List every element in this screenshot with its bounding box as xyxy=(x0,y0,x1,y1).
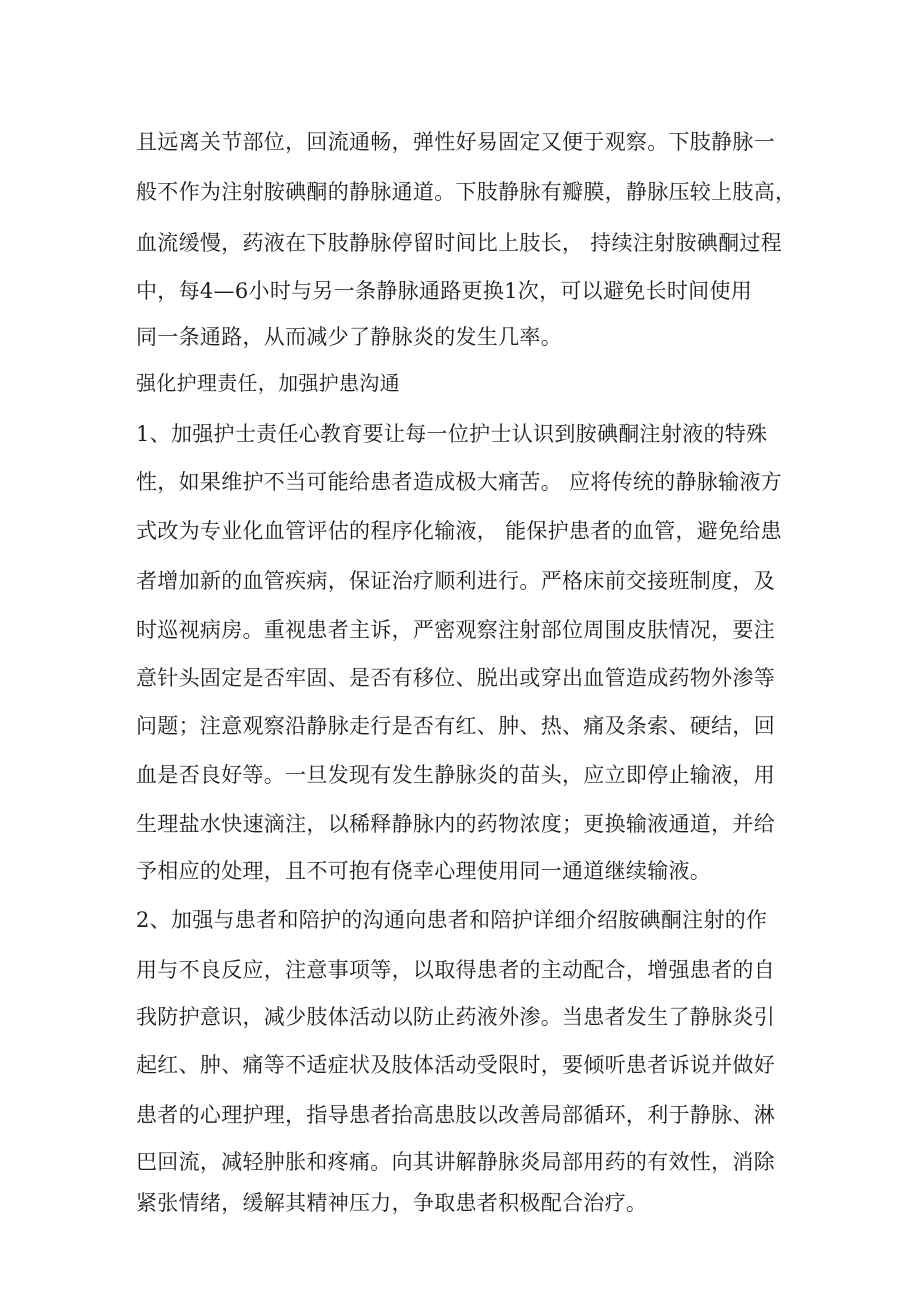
para2-line-8: 血是否良好等。一旦发现有发生静脉炎的苗头，应立即停止输液，用 xyxy=(136,763,775,787)
para2-line-6: 意针头固定是否牢固、是否有移位、脱出或穿出血管造成药物外渗等 xyxy=(136,666,775,690)
para1-line-5: 同一条通路，从而减少了静脉炎的发生几率。 xyxy=(136,325,562,349)
para3-line-5: 患者的心理护理，指导患者抬高患肢以改善局部循环，利于静脉、淋 xyxy=(136,1103,775,1127)
para1-line-2: 般不作为注射胺碘酮的静脉通道。下肢静脉有瓣膜，静脉压较上肢高， xyxy=(136,180,797,204)
para3-line-2: 用与不良反应，注意事项等，以取得患者的主动配合，增强患者的自 xyxy=(136,958,775,982)
para2-line-4: 者增加新的血管疾病，保证治疗顺利进行。严格床前交接班制度，及 xyxy=(136,569,775,593)
para3-line-3: 我防护意识，减少肢体活动以防止药液外渗。当患者发生了静脉炎引 xyxy=(136,1005,775,1029)
para1-line-1: 且远离关节部位，回流通畅，弹性好易固定又便于观察。下肢静脉一 xyxy=(136,130,775,154)
para2-line-2: 性，如果维护不当可能给患者造成极大痛苦。 应将传统的静脉输液方 xyxy=(136,470,782,494)
para2-line-1: 1、加强护士责任心教育要让每一位护士认识到胺碘酮注射液的特殊 xyxy=(136,422,768,446)
para3-line-6: 巴回流，减轻肿胀和疼痛。向其讲解静脉炎局部用药的有效性，消除 xyxy=(136,1150,775,1174)
section-heading: 强化护理责任，加强护患沟通 xyxy=(136,371,400,395)
para2-line-10: 予相应的处理，且不可抱有侥幸心理使用同一通道继续输液。 xyxy=(136,859,712,883)
para2-line-9: 生理盐水快速滴注，以稀释静脉内的药物浓度；更换输液通道，并给 xyxy=(136,812,775,836)
para1-line-3: 血流缓慢，药液在下肢静脉停留时间比上肢长， 持续注射胺碘酮过程 xyxy=(136,231,782,255)
para3-line-7: 紧张情绪，缓解其精神压力，争取患者积极配合治疗。 xyxy=(136,1191,648,1215)
para2-line-7: 问题；注意观察沿静脉走行是否有红、肿、热、痛及条索、硬结，回 xyxy=(136,714,775,738)
para1-line-4: 中，每4—6小时与另一条静脉通路更换1次，可以避免长时间使用 xyxy=(136,279,753,303)
para2-line-5: 时巡视病房。重视患者主诉，严密观察注射部位周围皮肤情况，要注 xyxy=(136,618,775,642)
para3-line-1: 2、加强与患者和陪护的沟通向患者和陪护详细介绍胺碘酮注射的作 xyxy=(136,908,768,932)
para3-line-4: 起红、肿、痛等不适症状及肢体活动受限时，要倾听患者诉说并做好 xyxy=(136,1053,775,1077)
para2-line-3: 式改为专业化血管评估的程序化输液， 能保护患者的血管，避免给患 xyxy=(136,519,782,543)
